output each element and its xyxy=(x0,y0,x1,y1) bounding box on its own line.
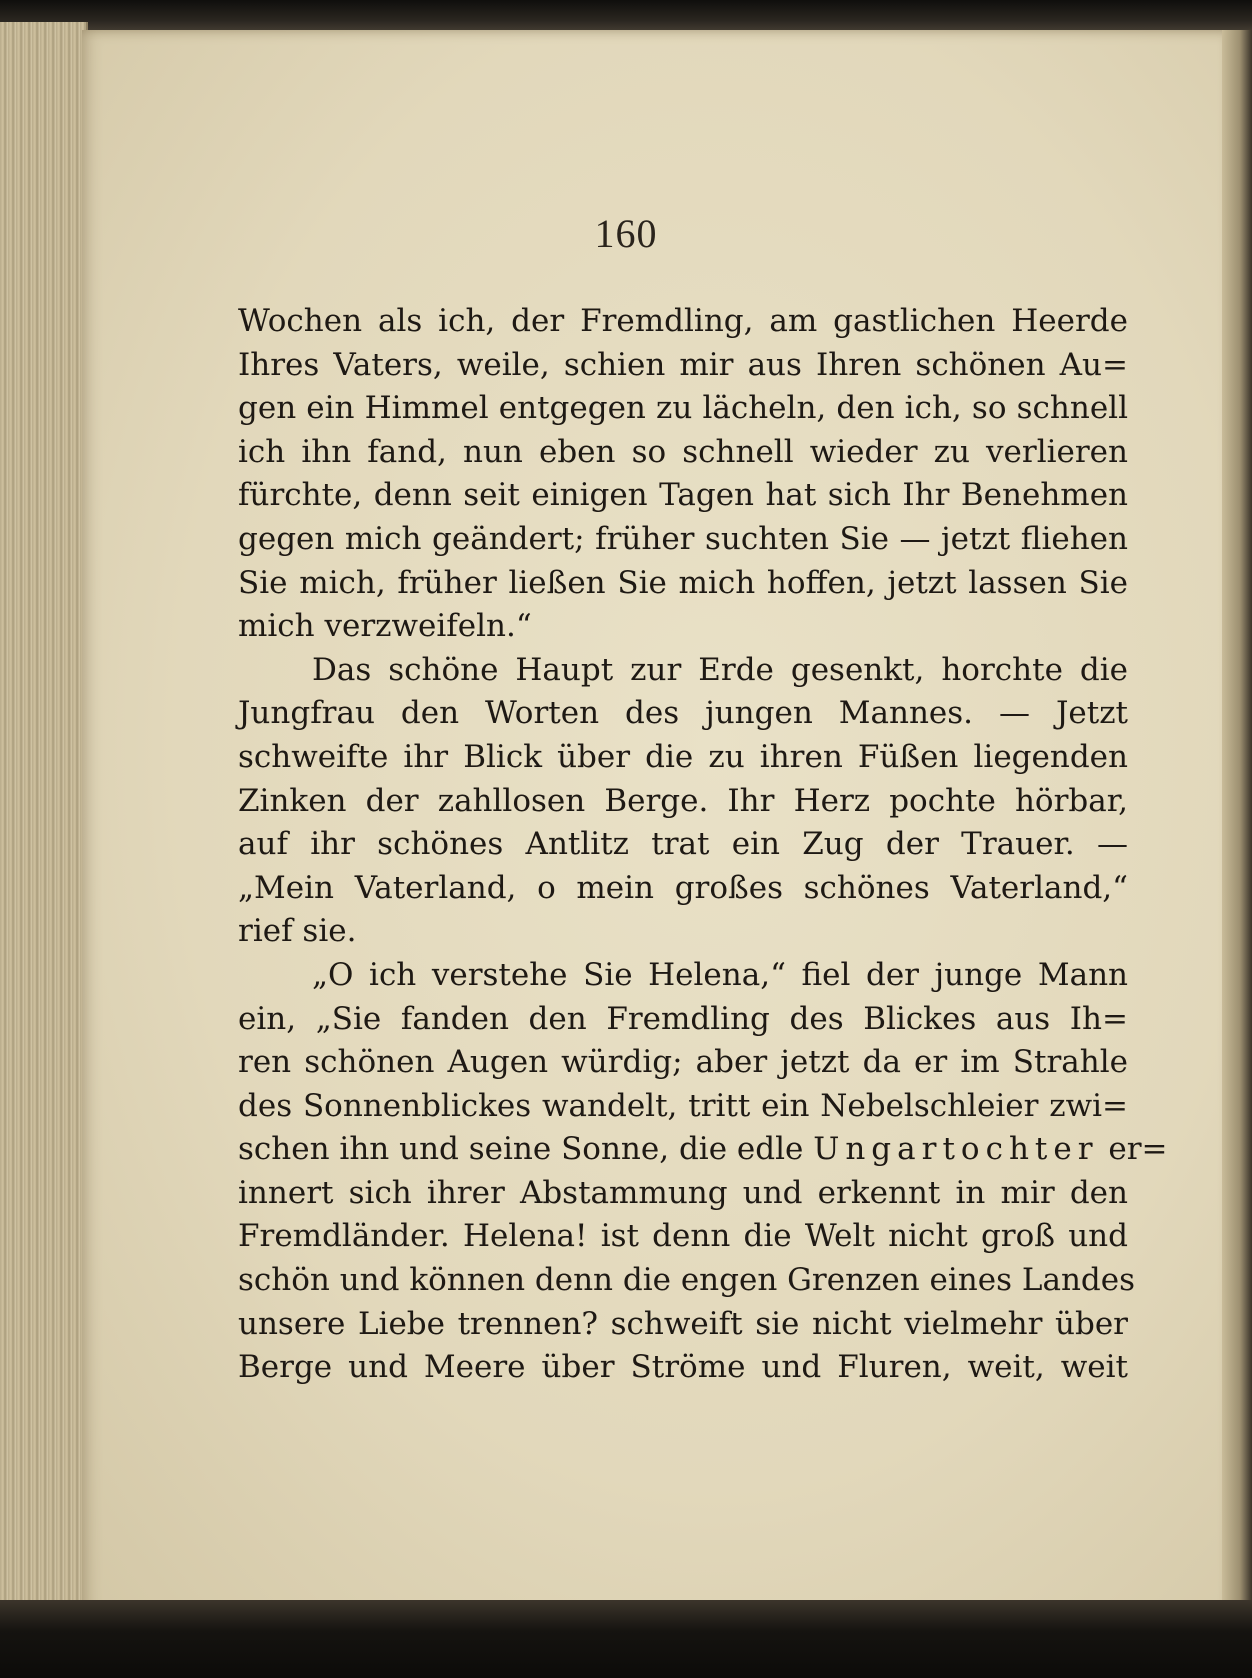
text-line: „Mein Vaterland, o mein großes schönes Vaterland,“ xyxy=(238,869,1128,906)
text-line: Sie mich, früher ließen Sie mich hoffen, jetzt lassen Sie xyxy=(238,564,1128,601)
text-line: schweifte ihr Blick über die zu ihren Füßen liegenden xyxy=(238,738,1128,775)
text-line xyxy=(238,1128,1168,1172)
text-line: gegen mich geändert; früher suchten Sie — jetzt fliehen xyxy=(238,520,1128,557)
spaced-word: Ungartochter xyxy=(813,1131,1099,1168)
text-line: „O ich verstehe Sie Helena,“ fiel der junge Mann xyxy=(312,956,1128,993)
text-line: Jungfrau den Worten des jungen Mannes. — Jetzt xyxy=(238,695,1128,732)
text-line: Fremdländer. Helena! ist denn die Welt nicht groß und xyxy=(238,1218,1128,1255)
line-start: schen ihn und seine Sonne, die edle xyxy=(238,1131,804,1168)
text-line: Berge und Meere über Ströme und Fluren, weit, weit xyxy=(238,1349,1128,1386)
text-line: Zinken der zahllosen Berge. Ihr Herz pochte hörbar, xyxy=(238,782,1128,819)
text-line: fürchte, denn seit einigen Tagen hat sich Ihr Benehmen xyxy=(238,477,1128,514)
page-stack-edge xyxy=(0,22,88,1622)
text-line: rief sie. xyxy=(238,913,357,950)
text-line: ren schönen Augen würdig; aber jetzt da er im Strahle xyxy=(238,1044,1128,1081)
body-text xyxy=(238,300,1168,1390)
page-right-edge xyxy=(1222,30,1252,1620)
text-line: Wochen als ich, der Fremdling, am gastlichen Heerde xyxy=(238,303,1128,339)
line-end: er= xyxy=(1108,1131,1168,1168)
text-line: mich verzweifeln.“ xyxy=(238,608,532,645)
text-line: gen ein Himmel entgegen zu lächeln, den ich, so schnell xyxy=(238,390,1128,427)
text-line: ein, „Sie fanden den Fremdling des Blickes aus Ih= xyxy=(238,1000,1128,1037)
text-line: auf ihr schönes Antlitz trat ein Zug der Trauer. — xyxy=(238,826,1128,863)
text-line: ich ihn fand, nun eben so schnell wieder zu verlieren xyxy=(238,433,1128,470)
text-line: innert sich ihrer Abstammung und erkennt in mir den xyxy=(238,1174,1128,1211)
text-line: unsere Liebe trennen? schweift sie nicht vielmehr über xyxy=(238,1305,1128,1342)
book-bottom-edge xyxy=(0,1600,1252,1678)
text-line: Ihres Vaters, weile, schien mir aus Ihren schönen Au= xyxy=(238,346,1128,383)
page-number: 160 xyxy=(594,211,658,256)
text-line: des Sonnenblickes wandelt, tritt ein Nebelschleier zwi= xyxy=(238,1087,1128,1124)
text-line: schön und können denn die engen Grenzen eines Landes xyxy=(238,1262,1136,1299)
book-top-edge xyxy=(0,0,1252,34)
text-line: Das schöne Haupt zur Erde gesenkt, horchte die xyxy=(312,651,1128,688)
